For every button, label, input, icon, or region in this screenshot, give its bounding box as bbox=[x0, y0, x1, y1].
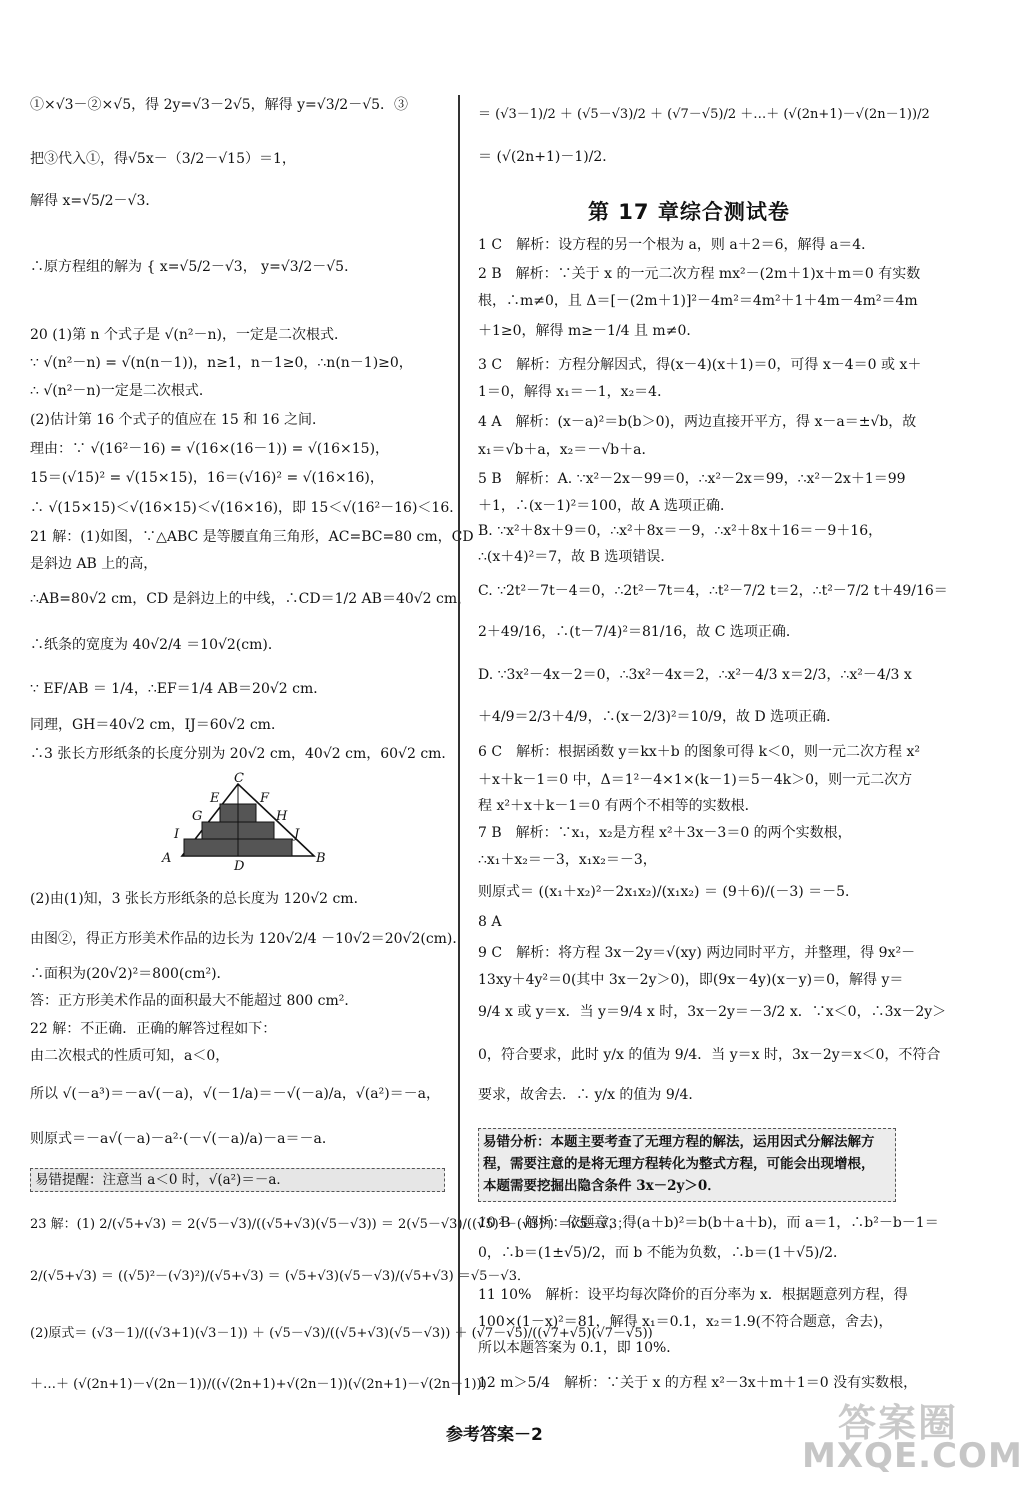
text-line: 100×(1－x)²＝81，解得 x₁＝0.1，x₂＝1.9(不符合题意，舍去)， bbox=[478, 1314, 893, 1330]
text-line: 7 B 解析：∵x₁，x₂是方程 x²＋3x－3＝0 的两个实数根， bbox=[478, 825, 852, 841]
figure-label-c: C bbox=[234, 771, 244, 786]
watermark-url: MXQE.COM bbox=[802, 1436, 1023, 1476]
text-line: 22 解：不正确．正确的解答过程如下： bbox=[30, 1021, 277, 1037]
text-line: 解得 x=√5/2－√3． bbox=[30, 193, 160, 209]
watermark-logo: 答案圈 bbox=[838, 1401, 959, 1445]
text-line: 0，符合要求，此时 y/x 的值为 9/4．当 y＝x 时，3x－2y＝x＜0，不符合 bbox=[478, 1047, 941, 1063]
text-line: 1＝0，解得 x₁＝－1，x₂＝4． bbox=[478, 384, 672, 400]
text-line: ∵ EF/AB ＝ 1/4，∴EF＝1/4 AB＝20√2 cm． bbox=[30, 681, 328, 697]
text-line: 21 解：(1)如图，∵△ABC 是等腰直角三角形，AC=BC=80 cm，CD bbox=[30, 529, 474, 545]
text-line: 程 x²＋x＋k－1＝0 有两个不相等的实数根． bbox=[478, 798, 759, 814]
text-line: 9 C 解析：将方程 3x－2y＝√(xy) 两边同时平方，并整理，得 9x²－ bbox=[478, 945, 916, 961]
error-analysis-box: 易错分析：本题主要考查了无理方程的解法，运用因式分解法解方 程，需要注意的是将无理方程转化为整式方程，可能会出现增根， 本题需要挖掘出隐含条件 3x－2y＞0． bbox=[478, 1128, 896, 1202]
text-line: 所以 √(－a³)＝－a√(－a)，√(－1/a)＝－√(－a)/a，√(a²)＝－a， bbox=[30, 1086, 441, 1102]
text-line: 同理，GH＝40√2 cm，IJ＝60√2 cm． bbox=[30, 717, 285, 733]
text-line: ①×√3－②×√5，得 2y=√3－2√5，解得 y=√3/2－√5．③ bbox=[30, 97, 409, 113]
figure-label-e: E bbox=[210, 791, 220, 806]
text-line: ∴3 张长方形纸条的长度分别为 20√2 cm，40√2 cm，60√2 cm． bbox=[30, 746, 456, 762]
text-line: 由图②，得正方形美术作品的边长为 120√2/4 －10√2＝20√2(cm)． bbox=[30, 931, 467, 947]
text-line: 13xy＋4y²＝0(其中 3x－2y＞0)，即(9x－4y)(x－y)＝0，解得 y＝ bbox=[478, 972, 904, 988]
figure-label-b: B bbox=[316, 851, 326, 866]
text-line: 9/4 x 或 y＝x．当 y＝9/4 x 时，3x－2y＝－3/2 x．∵x＜0，∴3x－2y＞ bbox=[478, 1004, 947, 1020]
text-line: 理由：∵ √(16²－16) = √(16×(16－1)) = √(16×15)， bbox=[30, 441, 390, 457]
text-line: 8 A bbox=[478, 914, 502, 930]
text-line: 20 (1)第 n 个式子是 √(n²－n)，一定是二次根式． bbox=[30, 327, 348, 343]
text-line: 12 m＞5/4 解析：∵关于 x 的方程 x²－3x＋m＋1＝0 没有实数根， bbox=[478, 1375, 918, 1391]
text-line: 要求，故舍去．∴ y/x 的值为 9/4． bbox=[478, 1087, 703, 1103]
text-line: ∴(x＋4)²＝7，故 B 选项错误． bbox=[478, 549, 675, 565]
error-tip-box: 易错提醒：注意当 a＜0 时，√(a²)＝－a． bbox=[30, 1168, 445, 1192]
text-line: ＋1≥0，解得 m≥－1/4 且 m≠0． bbox=[478, 323, 701, 339]
text-line: 则原式＝ ((x₁＋x₂)²－2x₁x₂)/(x₁x₂) ＝ (9＋6)/(－3) ＝－5． bbox=[478, 884, 860, 900]
text-line: ＝ (√(2n+1)－1)/2． bbox=[478, 149, 617, 165]
chapter-title: 第 17 章综合测试卷 bbox=[588, 200, 790, 224]
text-line: ∴ √(15×15)＜√(16×15)＜√(16×16)，即 15＜√(16²－16)＜16． bbox=[30, 500, 464, 516]
text-line: 0，∴b＝(1±√5)/2，而 b 不能为负数，∴b＝(1＋√5)/2． bbox=[478, 1245, 847, 1261]
text-line: 1 C 解析：设方程的另一个根为 a，则 a＋2＝6，解得 a＝4． bbox=[478, 237, 876, 253]
text-line: 2 B 解析：∵关于 x 的一元二次方程 mx²－(2m＋1)x＋m＝0 有实数 bbox=[478, 266, 921, 282]
text-line: 15＝(√15)² = √(15×15)，16＝(√16)² = √(16×16)， bbox=[30, 470, 384, 486]
text-line: D. ∵3x²－4x－2＝0，∴3x²－4x＝2，∴x²－4/3 x＝2/3，∴x²－4/3 x bbox=[478, 667, 912, 683]
column-divider bbox=[458, 95, 460, 1395]
trapezoid-strips-figure bbox=[158, 772, 338, 872]
page-footer: 参考答案－2 bbox=[446, 1425, 543, 1445]
text-line: 答：正方形美术作品的面积最大不能超过 800 cm²． bbox=[30, 993, 359, 1009]
text-line: (2)原式＝ (√3－1)/((√3+1)(√3－1)) ＋ (√5－√3)/((√5+√3)(√5－√3)) ＋ (√7－√5)/((√7+√5)(√7－√5)) bbox=[30, 1326, 653, 1341]
text-line: 5 B 解析：A. ∵x²－2x－99＝0，∴x²－2x＝99，∴x²－2x＋1＝99 bbox=[478, 471, 906, 487]
text-line: ＋1，∴(x－1)²＝100，故 A 选项正确． bbox=[478, 498, 734, 514]
text-line: C. ∵2t²－7t－4＝0，∴2t²－7t＝4，∴t²－7/2 t＝2，∴t²－7/2 t＋49/16＝ bbox=[478, 583, 948, 599]
text-line: (2)由(1)知，3 张长方形纸条的总长度为 120√2 cm． bbox=[30, 891, 368, 907]
text-line: ∵ √(n²－n) = √(n(n－1))，n≥1，n－1≥0，∴n(n－1)≥0， bbox=[30, 355, 413, 371]
text-line: 6 C 解析：根据函数 y＝kx＋b 的图象可得 k＜0，则一元二次方程 x² bbox=[478, 744, 921, 760]
text-line: ∴面积为(20√2)²＝800(cm²)． bbox=[30, 966, 231, 982]
figure-label-f: F bbox=[260, 791, 270, 806]
text-line: ＝ (√3－1)/2 ＋ (√5－√3)/2 ＋ (√7－√5)/2 ＋…＋ (√(2n+1)－√(2n－1))/2 bbox=[478, 107, 930, 122]
text-line: 11 10% 解析：设平均每次降价的百分率为 x．根据题意列方程，得 bbox=[478, 1287, 908, 1303]
text-line: ∴AB=80√2 cm，CD 是斜边上的中线，∴CD＝1/2 AB＝40√2 cm， bbox=[30, 591, 472, 607]
text-line: ＋4/9＝2/3＋4/9，∴(x－2/3)²＝10/9，故 D 选项正确． bbox=[478, 709, 841, 725]
figure-label-a: A bbox=[162, 851, 172, 866]
text-line: 把③代入①，得√5x－（3/2－√15）＝1， bbox=[30, 151, 296, 167]
text-line: 根，∴m≠0，且 Δ＝[－(2m＋1)]²－4m²＝4m²＋1＋4m－4m²＝4m bbox=[478, 293, 918, 309]
figure-label-h: H bbox=[276, 809, 288, 824]
text-line: (2)估计第 16 个式子的值应在 15 和 16 之间． bbox=[30, 412, 326, 428]
text-line: 由二次根式的性质可知，a＜0， bbox=[30, 1048, 230, 1064]
text-line: ∴ √(n²－n)一定是二次根式． bbox=[30, 383, 213, 399]
text-line: ∴原方程组的解为 { x=√5/2－√3， y=√3/2－√5． bbox=[30, 259, 359, 275]
figure-label-d: D bbox=[234, 859, 245, 874]
text-line: 10 B 解析：依题意，得(a＋b)²＝b(b＋a＋b)，而 a＝1，∴b²－b－1＝ bbox=[478, 1215, 939, 1231]
text-line: ＋…＋ (√(2n+1)－√(2n－1))/((√(2n+1)+√(2n－1))(√(2n+1)－√(2n－1))) bbox=[30, 1377, 487, 1392]
text-line: 2＋49/16，∴(t－7/4)²＝81/16，故 C 选项正确． bbox=[478, 624, 800, 640]
text-line: 则原式＝－a√(－a)－a²·(－√(－a)/a)－a＝－a． bbox=[30, 1131, 336, 1147]
text-line: 23 解：(1) 2/(√5+√3) ＝ 2(√5－√3)/((√5+√3)(√5－√3)) ＝ 2(√5－√3)/((√5)²－(√3)²) ＝√5－√3； bbox=[30, 1217, 631, 1232]
figure-label-j: J bbox=[294, 827, 300, 842]
figure-label-i: I bbox=[174, 827, 180, 842]
text-line: ∴x₁＋x₂＝－3，x₁x₂＝－3， bbox=[478, 852, 657, 868]
text-line: 3 C 解析：方程分解因式，得(x－4)(x＋1)＝0，可得 x－4＝0 或 x＋ bbox=[478, 357, 922, 373]
text-line: ∴纸条的宽度为 40√2/4 ＝10√2(cm)． bbox=[30, 637, 282, 653]
figure-label-g: G bbox=[192, 809, 203, 824]
text-line: 所以本题答案为 0.1，即 10%． bbox=[478, 1340, 681, 1356]
text-line: B. ∵x²＋8x＋9＝0，∴x²＋8x＝－9，∴x²＋8x＋16＝－9＋16， bbox=[478, 523, 883, 539]
text-line: 是斜边 AB 上的高， bbox=[30, 556, 158, 572]
text-line: x₁＝√b＋a，x₂＝－√b＋a． bbox=[478, 442, 656, 458]
text-line: 4 A 解析：(x－a)²＝b(b＞0)，两边直接开平方，得 x－a＝±√b，故 bbox=[478, 414, 917, 430]
text-line: ＋x＋k－1＝0 中，Δ＝1²－4×1×(k－1)＝5－4k＞0，则一元二次方 bbox=[478, 772, 913, 788]
text-line: 2/(√5+√3) ＝ ((√5)²－(√3)²)/(√5+√3) ＝ (√5+√3)(√5－√3)/(√5+√3) ＝√5－√3． bbox=[30, 1269, 530, 1284]
